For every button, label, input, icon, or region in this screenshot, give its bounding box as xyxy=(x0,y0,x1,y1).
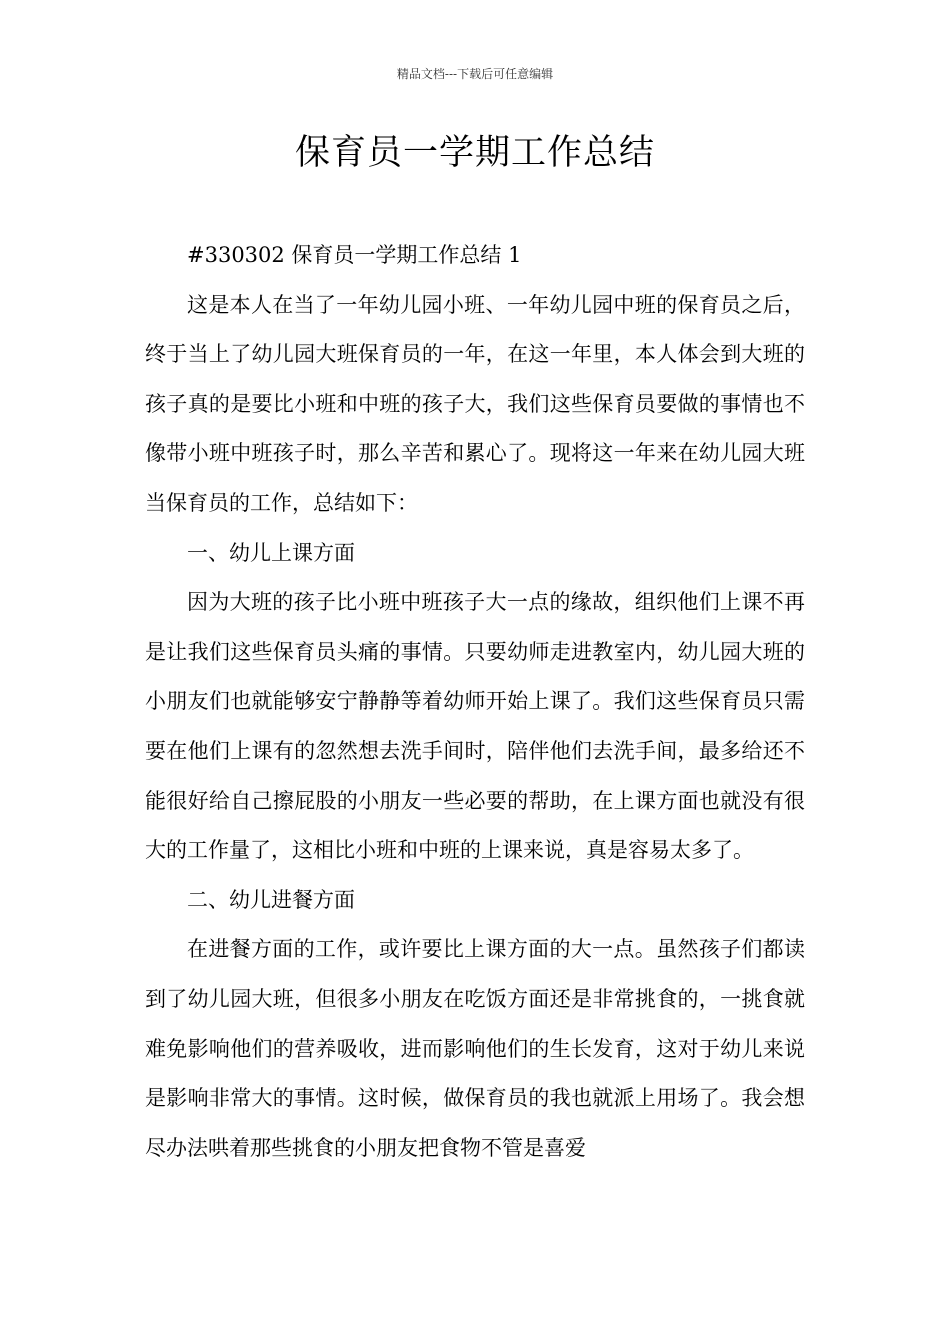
heading-meal-section: 二、幼儿进餐方面 xyxy=(187,887,355,912)
paragraph-intro: 这是本人在当了一年幼儿园小班、一年幼儿园中班的保育员之后，终于当上了幼儿园大班保育员的一年，在这一年里，本人体会到大班的孩子真的是要比小班和中班的孩子大，我们这些保育员要做的事情也不像带小班中班孩子时，那么辛苦和累心了。现将这一年来在幼儿园大班当保育员的工作，总结如下： xyxy=(145,292,805,515)
document-body xyxy=(145,231,805,1173)
paragraph-section-code: #330302 保育员一学期工作总结 1 xyxy=(187,243,522,267)
header-note: 精品文档---下载后可任意编辑 xyxy=(396,67,554,81)
document-title: 保育员一学期工作总结 xyxy=(294,133,655,173)
paragraph-meal: 在进餐方面的工作，或许要比上课方面的大一点。虽然孩子们都读到了幼儿园大班，但很多小朋友在吃饭方面还是非常挑食的，一挑食就难免影响他们的营养吸收，进而影响他们的生长发育，这对于幼儿来说是影响非常大的事情。这时候，做保育员的我也就派上用场了。我会想尽办法哄着那些挑食的小朋友把食物不管是喜爱 xyxy=(145,937,805,1160)
heading-class-section: 一、幼儿上课方面 xyxy=(187,540,355,565)
paragraph-class: 因为大班的孩子比小班中班孩子大一点的缘故，组织他们上课不再是让我们这些保育员头痛的事情。只要幼师走进教室内，幼儿园大班的小朋友们也就能够安宁静静等着幼师开始上课了。我们这些保育员只需要在他们上课有的忽然想去洗手间时，陪伴他们去洗手间，最多给还不能很好给自己擦屁股的小朋友一些必要的帮助，在上课方面也就没有很大的工作量了，这相比小班和中班的上课来说，真是容易太多了。 xyxy=(145,590,805,863)
